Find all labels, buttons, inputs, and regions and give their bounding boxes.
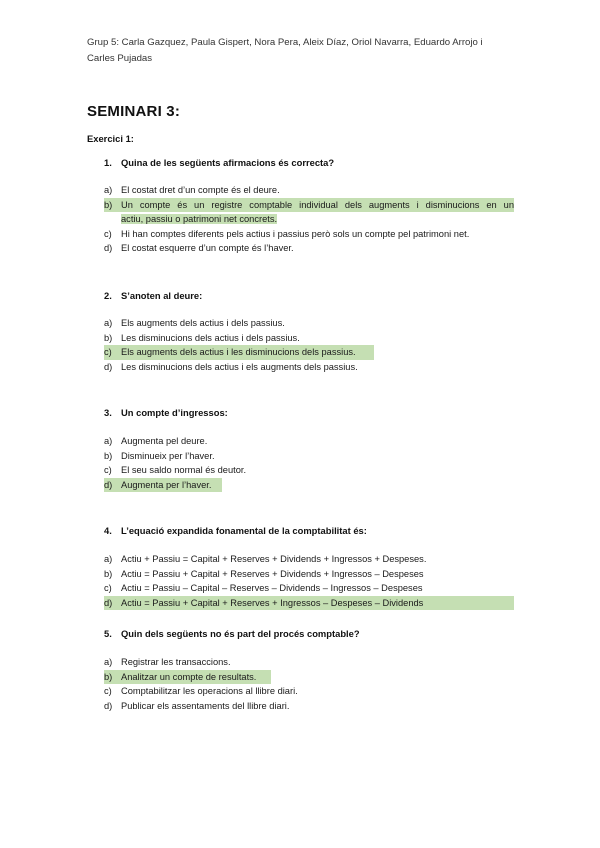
q4-option-b xyxy=(104,567,514,582)
q1-option-a-letter: a) xyxy=(104,185,113,195)
q3-option-c-letter: c) xyxy=(104,465,112,475)
q3-option-a-letter: a) xyxy=(104,436,113,446)
q1-option-c-letter: c) xyxy=(104,228,112,239)
q1-option-a xyxy=(104,183,514,198)
question-1-text: Quina de les següents afirmacions és correcta? xyxy=(121,157,335,168)
question-3-text: Un compte d’ingressos: xyxy=(121,407,228,418)
q4-option-a-letter: a) xyxy=(104,554,113,564)
q4-option-d-letter: d) xyxy=(104,597,113,608)
exercise-label: Exercici 1: xyxy=(87,133,134,144)
authors-header xyxy=(87,35,517,67)
q2-option-b-text: Les disminucions dels actius i dels passius. xyxy=(121,332,300,343)
question-1-number: 1. xyxy=(104,157,112,168)
q3-option-c xyxy=(104,463,514,478)
q3-option-c-text: El seu saldo normal és deutor. xyxy=(121,465,247,475)
question-2-number: 2. xyxy=(104,290,112,301)
q5-option-b-text: Analitzar un compte de resultats. xyxy=(121,671,257,682)
q1-option-a-text: El costat dret d’un compte és el deure. xyxy=(121,185,280,195)
authors-line-2: Carles Pujadas xyxy=(87,53,153,64)
q1-option-b xyxy=(104,198,514,213)
q5-option-a xyxy=(104,655,514,670)
question-3-options xyxy=(104,434,514,492)
q1-option-b-text-line2: actiu, passiu o patrimoni net concrets. xyxy=(121,214,278,224)
q2-option-d-text: Les disminucions dels actius i els augments dels passius. xyxy=(121,361,358,372)
question-2 xyxy=(104,290,524,301)
q2-option-a xyxy=(104,316,514,331)
q1-option-c-text: Hi han comptes diferents pels actius i passius però sols un compte pel patrimoni net. xyxy=(121,228,470,239)
authors-line-1: Grup 5: Carla Gazquez, Paula Gispert, Nora Pera, Aleix Díaz, Oriol Navarra, Eduardo Arrojo i xyxy=(87,37,483,48)
q5-option-c-letter: c) xyxy=(104,686,112,696)
q4-option-a xyxy=(104,552,514,567)
question-1 xyxy=(104,157,524,168)
q4-option-c xyxy=(104,581,514,596)
question-5-text: Quin dels següents no és part del procés comptable? xyxy=(121,628,360,639)
q3-option-d-letter: d) xyxy=(104,479,113,490)
q2-option-a-letter: a) xyxy=(104,318,113,328)
q3-option-d-text: Augmenta per l’haver. xyxy=(121,479,212,490)
q4-option-a-text: Actiu + Passiu = Capital + Reserves + Dividends + Ingressos + Despeses. xyxy=(121,554,427,564)
q2-option-c xyxy=(104,345,374,360)
question-5-number: 5. xyxy=(104,628,112,639)
question-4-text: L’equació expandida fonamental de la comptabilitat és: xyxy=(121,525,367,536)
q3-option-d xyxy=(104,478,222,493)
page-title: SEMINARI 3: xyxy=(87,103,181,120)
q4-option-b-text: Actiu = Passiu + Capital + Reserves + Dividends + Ingressos – Despeses xyxy=(121,568,424,579)
question-2-options xyxy=(104,316,514,374)
q4-option-d-text: Actiu = Passiu + Capital + Reserves + Ingressos – Despeses – Dividends xyxy=(121,597,424,608)
question-4 xyxy=(104,525,524,536)
q3-option-b-text: Disminueix per l’haver. xyxy=(121,450,215,461)
q5-option-a-text: Registrar les transaccions. xyxy=(121,657,231,667)
q4-option-c-letter: c) xyxy=(104,583,112,593)
q5-option-b-letter: b) xyxy=(104,671,113,682)
question-4-options xyxy=(104,552,514,610)
q3-option-a xyxy=(104,434,514,449)
q2-option-c-text: Els augments dels actius i les disminucions dels passius. xyxy=(121,347,356,357)
q1-option-b-continuation xyxy=(104,212,514,227)
q4-option-c-text: Actiu = Passiu – Capital – Reserves – Dividends – Ingressos – Despeses xyxy=(121,583,423,593)
q1-option-d-text: El costat esquerre d’un compte és l’haver. xyxy=(121,243,294,253)
q5-option-c-text: Comptabilitzar les operacions al llibre diari. xyxy=(121,686,298,696)
q4-option-d xyxy=(104,596,514,611)
q2-option-b-letter: b) xyxy=(104,332,113,343)
question-5-options xyxy=(104,655,514,713)
q5-option-d xyxy=(104,699,514,714)
question-3-number: 3. xyxy=(104,407,112,418)
question-4-number: 4. xyxy=(104,525,112,536)
question-1-options xyxy=(104,183,514,256)
q1-option-d xyxy=(104,241,514,256)
q2-option-b xyxy=(104,331,514,346)
q1-option-d-letter: d) xyxy=(104,243,113,253)
q5-option-a-letter: a) xyxy=(104,657,113,667)
q1-option-c xyxy=(104,227,514,242)
q1-option-b-text: Un compte és un registre comptable individual dels augments i disminucions en un xyxy=(121,199,514,210)
q3-option-a-text: Augmenta pel deure. xyxy=(121,436,208,446)
q2-option-c-letter: c) xyxy=(104,347,112,357)
q5-option-b xyxy=(104,670,271,685)
q2-option-d-letter: d) xyxy=(104,361,113,372)
q2-option-d xyxy=(104,360,514,375)
q3-option-b xyxy=(104,449,514,464)
q5-option-d-text: Publicar els assentaments del llibre diari. xyxy=(121,700,290,711)
question-5 xyxy=(104,628,524,639)
q3-option-b-letter: b) xyxy=(104,450,113,461)
question-2-text: S’anoten al deure: xyxy=(121,290,203,301)
question-3 xyxy=(104,407,524,418)
q5-option-d-letter: d) xyxy=(104,700,113,711)
q1-option-b-letter: b) xyxy=(104,198,118,213)
q4-option-b-letter: b) xyxy=(104,568,113,579)
q5-option-c xyxy=(104,684,514,699)
q2-option-a-text: Els augments dels actius i dels passius. xyxy=(121,318,285,328)
